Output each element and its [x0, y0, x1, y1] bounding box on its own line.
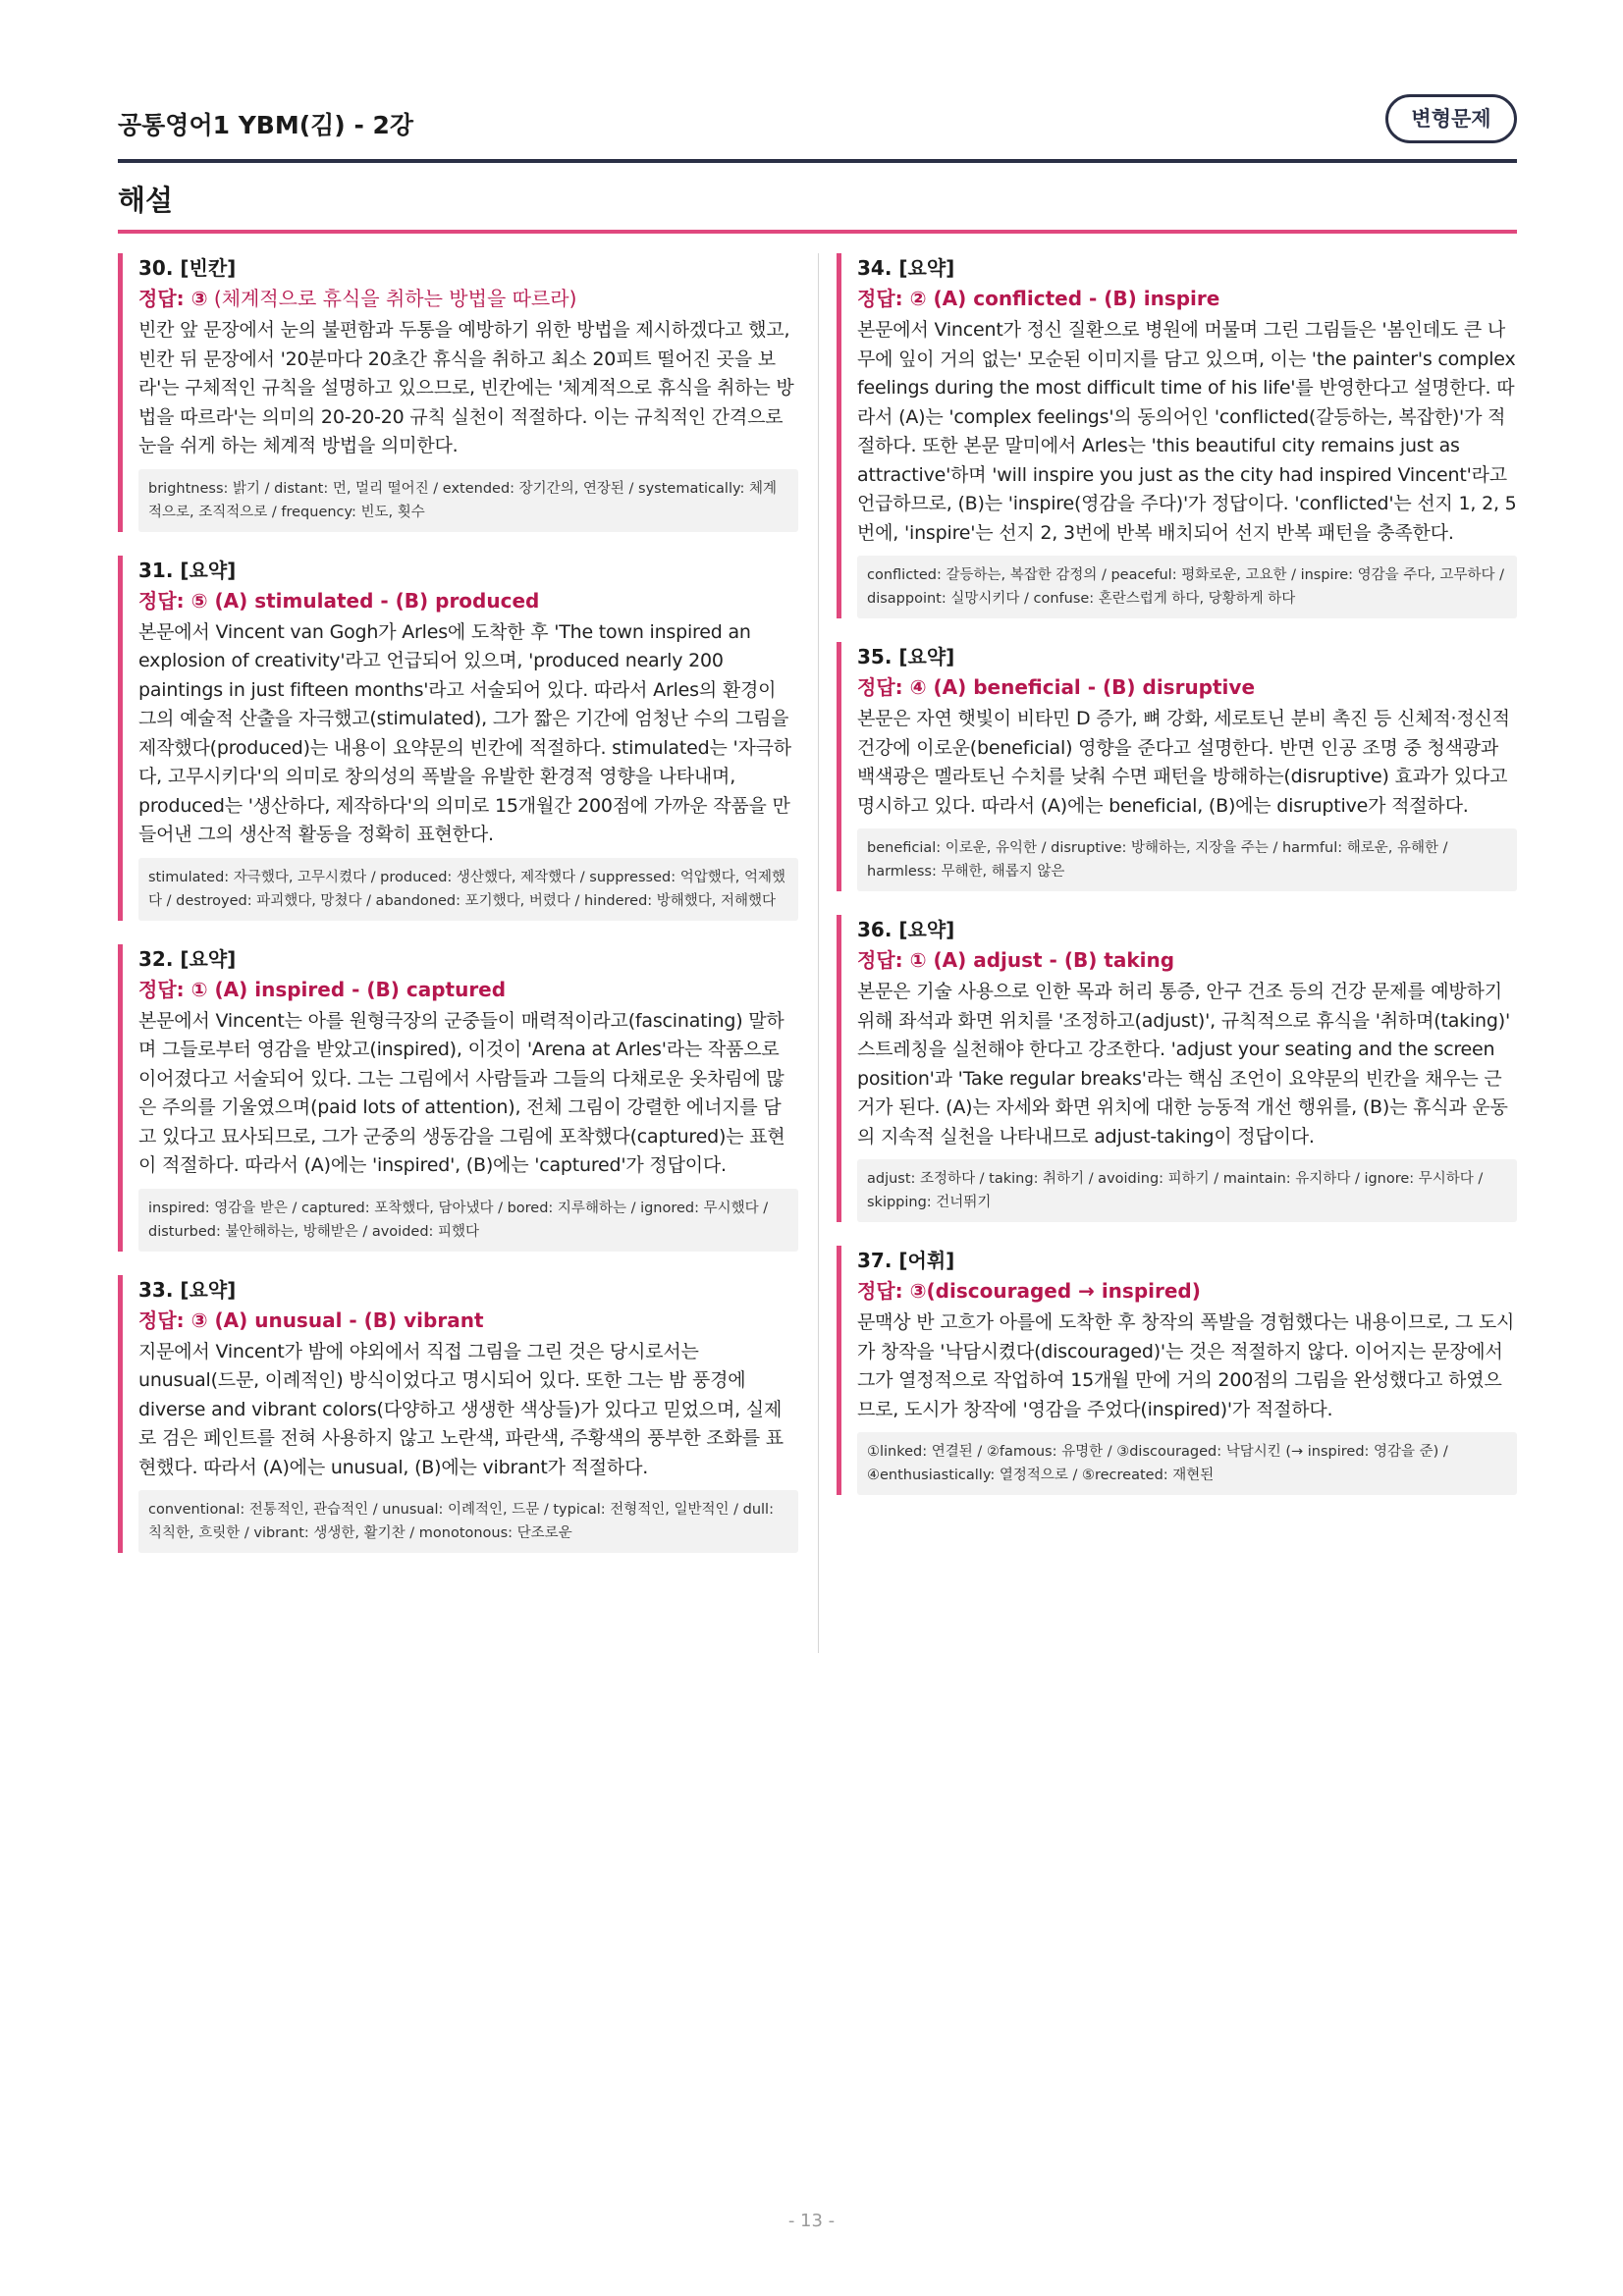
section-heading [118, 175, 1517, 234]
answer-prefix: 정답: ② (A) conflicted - (B) inspire [857, 287, 1220, 310]
page-number: - 13 - [787, 2211, 836, 2231]
question-number: 31. [요약] [138, 558, 237, 582]
question-34 [837, 253, 1517, 618]
question-31 [118, 556, 798, 921]
explanation-text: 빈칸 앞 문장에서 눈의 불편함과 두통을 예방하기 위한 방법을 제시하겠다고 했고, 빈칸 뒤 문장에서 '20분마다 20초간 휴식을 취하고 최소 20피트 떨어진 곳을 보라'는 구체적인 규칙을 설명하고 있으므로, 빈칸에는 '체계적으로 휴식을 취하는 방법을 따르라'는 의미의 20-20-20 규칙 실천이 적절하다. 이는 규칙적인 간격으로 눈을 쉬게 하는 체계적 방법을 의미한다. [138, 319, 794, 456]
question-number: 36. [요약] [857, 918, 955, 941]
question-30 [118, 253, 798, 532]
vocab-box: adjust: 조정하다 / taking: 취하기 / avoiding: 피하기 / maintain: 유지하다 / ignore: 무시하다 / skipping: 건너뛰기 [857, 1159, 1517, 1222]
vocab-box: inspired: 영감을 받은 / captured: 포착했다, 담아냈다 / bored: 지루해하는 / ignored: 무시했다 / disturbed: 불안해하는, 방해받은 / avoided: 피했다 [138, 1189, 798, 1252]
answer-line [857, 944, 1517, 976]
answer-prefix: 정답: ③ [138, 287, 208, 310]
question-number: 34. [요약] [857, 256, 955, 280]
answer-prefix: 정답: ⑤ (A) stimulated - (B) produced [138, 588, 540, 613]
question-32 [118, 944, 798, 1252]
answer-prefix: 정답: ④ (A) beneficial - (B) disruptive [857, 675, 1256, 699]
vocab-box: conventional: 전통적인, 관습적인 / unusual: 이례적인, 드문 / typical: 전형적인, 일반적인 / dull: 칙칙한, 흐릿한 / vibrant: 생생한, 활기찬 / monotonous: 단조로운 [138, 1490, 798, 1553]
question-number: 30. [빈칸] [138, 256, 237, 280]
question-37 [837, 1246, 1517, 1495]
right-column [837, 253, 1517, 1519]
vocab-box: stimulated: 자극했다, 고무시켰다 / produced: 생산했다, 제작했다 / suppressed: 억압했다, 억제했다 / destroyed: 파괴했다, 망쳤다 / abandoned: 포기했다, 버렸다 / hindered: 방해했다, 저해했다 [138, 858, 798, 921]
question-number: 33. [요약] [138, 1277, 237, 1302]
left-column [118, 253, 798, 1576]
column-divider [818, 253, 819, 1653]
answer-line [138, 974, 798, 1005]
answer-line [857, 671, 1517, 703]
answer-line [138, 585, 798, 616]
vocab-box: brightness: 밝기 / distant: 먼, 멀리 떨어진 / extended: 장기간의, 연장된 / systematically: 체계적으로, 조직적으로 / frequency: 빈도, 횟수 [138, 469, 798, 532]
explanation-text: 본문은 기술 사용으로 인한 목과 허리 통증, 안구 건조 등의 건강 문제를 예방하기 위해 좌석과 화면 위치를 '조정하고(adjust)', 규칙적으로 휴식을 '취하며(taking)' 스트레칭을 실천해야 한다고 강조한다. 'adjust your seating and the screen position'과 'Take regular breaks'라는 핵심 조언이 요약문의 빈칸을 채우는 근거가 된다. (A)는 자세와 화면 위치에 대한 능동적 개선 행위를, (B)는 휴식과 운동의 지속적 실천을 나타내므로 adjust-taking이 정답이다. [857, 981, 1510, 1148]
variant-badge: 변형문제 [1385, 94, 1517, 143]
answer-prefix: 정답: ③ (A) unusual - (B) vibrant [138, 1308, 484, 1332]
question-36 [837, 915, 1517, 1222]
question-35 [837, 642, 1517, 891]
explanation-text: 본문에서 Vincent는 아를 원형극장의 군중들이 매력적이라고(fascinating) 말하며 그들로부터 영감을 받았고(inspired), 이것이 'Arena at Arles'라는 작품으로 이어졌다고 서술되어 있다. 그는 그림에서 사람들과 그들의 다채로운 옷차림에 많은 주의를 기울였으며(paid lots of attention), 전체 그림이 강렬한 에너지를 담고 있다고 묘사되므로, 그가 군중의 생동감을 그림에 포착했다(captured)는 표현이 적절하다. 따라서 (A)에는 'inspired', (B)에는 'captured'가 정답이다. [138, 1009, 785, 1176]
explanation-text: 본문은 자연 햇빛이 비타민 D 증가, 뼈 강화, 세로토닌 분비 촉진 등 신체적·정신적 건강에 이로운(beneficial) 영향을 준다고 설명한다. 반면 인공 조명 중 청색광과 백색광은 멜라토닌 수치를 낮춰 수면 패턴을 방해하는(disruptive) 효과가 있다고 명시하고 있다. 따라서 (A)에는 beneficial, (B)에는 disruptive가 적절하다. [857, 708, 1510, 817]
section-label: 해설 [118, 184, 174, 217]
answer-prefix: 정답: ① (A) inspired - (B) captured [138, 977, 507, 1001]
answer-line [138, 1305, 798, 1336]
explanation-text: 본문에서 Vincent가 정신 질환으로 병원에 머물며 그린 그림들은 '봄인데도 큰 나무에 잎이 거의 없는' 모순된 이미지를 담고 있으며, 이는 'the painter's complex feelings during the most difficult time of his life'를 반영한다고 설명한다. 따라서 (A)는 'complex feelings'의 동의어인 'conflicted(갈등하는, 복잡한)'가 적절하다. 또한 본문 말미에서 Arles는 'this beautiful city remains just as attractive'하며 'will inspire you just as the city had inspired Vincent'라고 언급하므로, (B)는 'inspire(영감을 주다)'가 정답이다. 'conflicted'는 선지 1, 2, 5번에, 'inspire'는 선지 2, 3번에 반복 배치되어 선지 반복 패턴을 충족한다. [857, 319, 1517, 544]
vocab-box: conflicted: 갈등하는, 복잡한 감정의 / peaceful: 평화로운, 고요한 / inspire: 영감을 주다, 고무하다 / disappoint: 실망시키다 / confuse: 혼란스럽게 하다, 당황하게 하다 [857, 556, 1517, 618]
vocab-box: ①linked: 연결된 / ②famous: 유명한 / ③discouraged: 낙담시킨 (→ inspired: 영감을 준) / ④enthusiastically: 열정적으로 / ⑤recreated: 재현된 [857, 1432, 1517, 1495]
answer-line [857, 1275, 1517, 1307]
answer-line [138, 283, 798, 314]
answer-prefix: 정답: ③(discouraged → inspired) [857, 1279, 1201, 1303]
explanation-text: 지문에서 Vincent가 밤에 야외에서 직접 그림을 그린 것은 당시로서는 unusual(드문, 이례적인) 방식이었다고 명시되어 있다. 또한 그는 밤 풍경에 diverse and vibrant colors(다양하고 생생한 색상들)가 있다고 믿었으며, 실제로 검은 페인트를 전혀 사용하지 않고 노란색, 파란색, 주황색의 풍부한 조화를 표현했다. 따라서 (A)에는 unusual, (B)에는 vibrant가 적절하다. [138, 1340, 784, 1478]
question-33 [118, 1275, 798, 1554]
page-header [118, 94, 1517, 163]
answer-prefix: 정답: ① (A) adjust - (B) taking [857, 948, 1175, 972]
explanation-text: 문맥상 반 고흐가 아를에 도착한 후 창작의 폭발을 경험했다는 내용이므로, 그 도시가 창작을 '낙담시켰다(discouraged)'는 것은 적절하지 않다. 이어지는 문장에서 그가 열정적으로 작업하여 15개월 만에 거의 200점의 그림을 완성했다고 하였으므로, 도시가 창작에 '영감을 주었다(inspired)'가 적절하다. [857, 1311, 1515, 1420]
vocab-box: beneficial: 이로운, 유익한 / disruptive: 방해하는, 지장을 주는 / harmful: 해로운, 유해한 / harmless: 무해한, 해롭지 않은 [857, 828, 1517, 891]
question-number: 37. [어휘] [857, 1249, 955, 1272]
document-title: 공통영어1 YBM(김) - 2강 [118, 111, 414, 139]
answer-line [857, 283, 1517, 314]
explanation-text: 본문에서 Vincent van Gogh가 Arles에 도착한 후 'The town inspired an explosion of creativity'라고 언급되어 있으며, 'produced nearly 200 paintings in just fifteen months'라고 서술되어 있다. 따라서 Arles의 환경이 그의 예술적 산출을 자극했고(stimulated), 그가 짧은 기간에 엄청난 수의 그림을 제작했다(produced)는 내용이 요약문의 빈칸에 적절하다. stimulated는 '자극하다, 고무시키다'의 의미로 창의성의 폭발을 유발한 환경적 영향을 나타내며, produced는 '생산하다, 제작하다'의 의미로 15개월간 200점에 가까운 작품을 만들어낸 그의 생산적 활동을 정확히 표현한다. [138, 620, 791, 845]
answer-text: (체계적으로 휴식을 취하는 방법을 따르라) [207, 287, 577, 310]
question-number: 35. [요약] [857, 645, 955, 668]
question-number: 32. [요약] [138, 946, 237, 971]
